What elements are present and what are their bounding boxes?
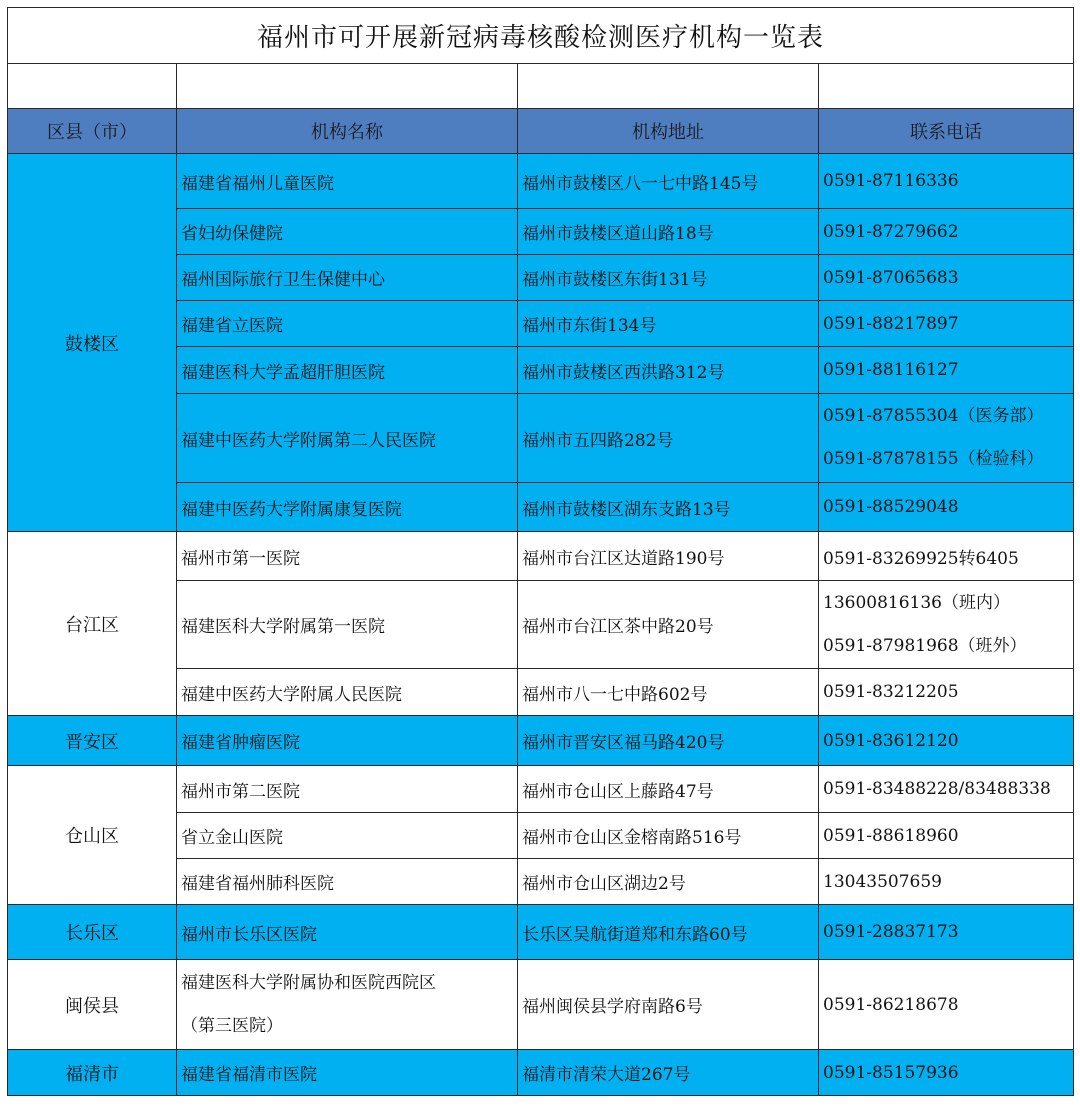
phone-cell: [819, 301, 1074, 347]
phone-number: 0591-88217897: [823, 313, 959, 334]
blank-cell: [518, 64, 819, 109]
table-row: [8, 960, 1074, 1050]
institution-address-cell: 福州市鼓楼区东街131号: [518, 255, 819, 301]
district-cell: 闽侯县: [8, 960, 177, 1050]
header-phone: 联系电话: [819, 109, 1074, 154]
institution-address-cell: 福州市八一七中路602号: [518, 669, 819, 716]
phone-cell: [819, 859, 1074, 905]
blank-cell: [177, 64, 518, 109]
district-cell: 晋安区: [8, 716, 177, 766]
institution-address-cell: 福州闽侯县学府南路6号: [518, 960, 819, 1050]
phone-cell: [819, 532, 1074, 581]
institution-table: [7, 7, 1074, 1096]
institution-name-cell: 福州国际旅行卫生保健中心: [177, 255, 518, 301]
phone-cell: [819, 209, 1074, 255]
institution-name-cell: 福建省福清市医院: [177, 1050, 518, 1096]
phone-number: 0591-88618960: [823, 825, 959, 846]
phone-number: 0591-83488228/83488338: [823, 779, 1051, 799]
institution-name-cell: 福州市第二医院: [177, 766, 518, 813]
institution-address-cell: 福州市鼓楼区八一七中路145号: [518, 154, 819, 209]
institution-address-cell: 长乐区吴航街道郑和东路60号: [518, 905, 819, 960]
institution-name-cell: 福建医科大学附属第一医院: [177, 581, 518, 669]
header-address: 机构地址: [518, 109, 819, 154]
phone-number: 0591-86218678: [823, 994, 959, 1015]
phone-cell: [819, 483, 1074, 532]
phone-cell: [819, 766, 1074, 813]
phone-number: 13600816136（班内）: [823, 592, 1010, 613]
phone-number: 0591-87279662: [823, 221, 959, 242]
district-cell: 仓山区: [8, 766, 177, 905]
institution-name-cell: 福建医科大学孟超肝胆医院: [177, 347, 518, 394]
district-cell: 福清市: [8, 1050, 177, 1096]
blank-cell: [819, 64, 1074, 109]
table-row: [8, 766, 1074, 813]
phone-number: 0591-83212205: [823, 682, 959, 702]
institution-address-cell: 福州市台江区茶中路20号: [518, 581, 819, 669]
institution-name-cell: [177, 960, 518, 1050]
institution-address-cell: 福州市鼓楼区道山路18号: [518, 209, 819, 255]
phone-number: 0591-28837173: [823, 922, 959, 942]
institution-name-cell: 福建中医药大学附属康复医院: [177, 483, 518, 532]
institution-name-cell: 福州市长乐区医院: [177, 905, 518, 960]
institution-address-cell: 福州市仓山区上藤路47号: [518, 766, 819, 813]
institution-address-cell: 福清市清荣大道267号: [518, 1050, 819, 1096]
institution-address-cell: 福州市台江区达道路190号: [518, 532, 819, 581]
phone-cell: [819, 1050, 1074, 1096]
district-cell: 台江区: [8, 532, 177, 716]
institution-name-cell: 福建省福州儿童医院: [177, 154, 518, 209]
institution-table-sheet: [7, 7, 1073, 1101]
institution-address-cell: 福州市仓山区金榕南路516号: [518, 813, 819, 859]
institution-name-cell: 福建省肿瘤医院: [177, 716, 518, 766]
phone-number: 0591-87855304（医务部）: [823, 406, 1044, 426]
blank-row: [8, 64, 1074, 109]
phone-number: 0591-87116336: [823, 171, 959, 191]
phone-number: 0591-83269925转6405: [823, 548, 1019, 569]
header-row: [8, 109, 1074, 154]
table-row: [8, 905, 1074, 960]
phone-cell: [819, 347, 1074, 394]
header-name: 机构名称: [177, 109, 518, 154]
institution-address-cell: 福州市五四路282号: [518, 394, 819, 483]
phone-number: 0591-88116127: [823, 360, 959, 380]
phone-number: 0591-87065683: [823, 267, 959, 288]
phone-cell: [819, 154, 1074, 209]
phone-cell: [819, 716, 1074, 766]
phone-cell: [819, 669, 1074, 716]
phone-cell: [819, 813, 1074, 859]
phone-number: 0591-87878155（检验科）: [823, 449, 1044, 469]
institution-address-cell: 福州市鼓楼区西洪路312号: [518, 347, 819, 394]
phone-number: 0591-83612120: [823, 730, 959, 751]
institution-address-cell: 福州市晋安区福马路420号: [518, 716, 819, 766]
institution-name-cell: 福建省福州肺科医院: [177, 859, 518, 905]
phone-cell: [819, 905, 1074, 960]
institution-name-cell: 福建中医药大学附属人民医院: [177, 669, 518, 716]
phone-cell: [819, 581, 1074, 669]
blank-cell: [8, 64, 177, 109]
institution-name-cell: 福建中医药大学附属第二人民医院: [177, 394, 518, 483]
institution-name-cell: 省立金山医院: [177, 813, 518, 859]
institution-name-cell: 福州市第一医院: [177, 532, 518, 581]
phone-number: 13043507659: [823, 871, 942, 892]
district-cell: 长乐区: [8, 905, 177, 960]
phone-cell: [819, 394, 1074, 483]
phone-number: 0591-88529048: [823, 497, 959, 517]
table-row: [8, 1050, 1074, 1096]
institution-name-cell: 福建省立医院: [177, 301, 518, 347]
table-row: [8, 154, 1074, 209]
institution-address-cell: 福州市鼓楼区湖东支路13号: [518, 483, 819, 532]
table-row: [8, 532, 1074, 581]
institution-name-line: （第三医院）: [181, 1015, 283, 1036]
institution-name-cell: 省妇幼保健院: [177, 209, 518, 255]
table-title: 福州市可开展新冠病毒核酸检测医疗机构一览表: [8, 8, 1074, 64]
phone-cell: [819, 255, 1074, 301]
phone-cell: [819, 960, 1074, 1050]
institution-address-cell: 福州市东街134号: [518, 301, 819, 347]
phone-number: 0591-87981968（班外）: [823, 635, 1027, 656]
district-cell: 鼓楼区: [8, 154, 177, 532]
institution-name-line: 福建医科大学附属协和医院西院区: [181, 972, 436, 993]
table-row: [8, 716, 1074, 766]
phone-number: 0591-85157936: [823, 1062, 959, 1083]
header-district: 区县（市）: [8, 109, 177, 154]
institution-address-cell: 福州市仓山区湖边2号: [518, 859, 819, 905]
